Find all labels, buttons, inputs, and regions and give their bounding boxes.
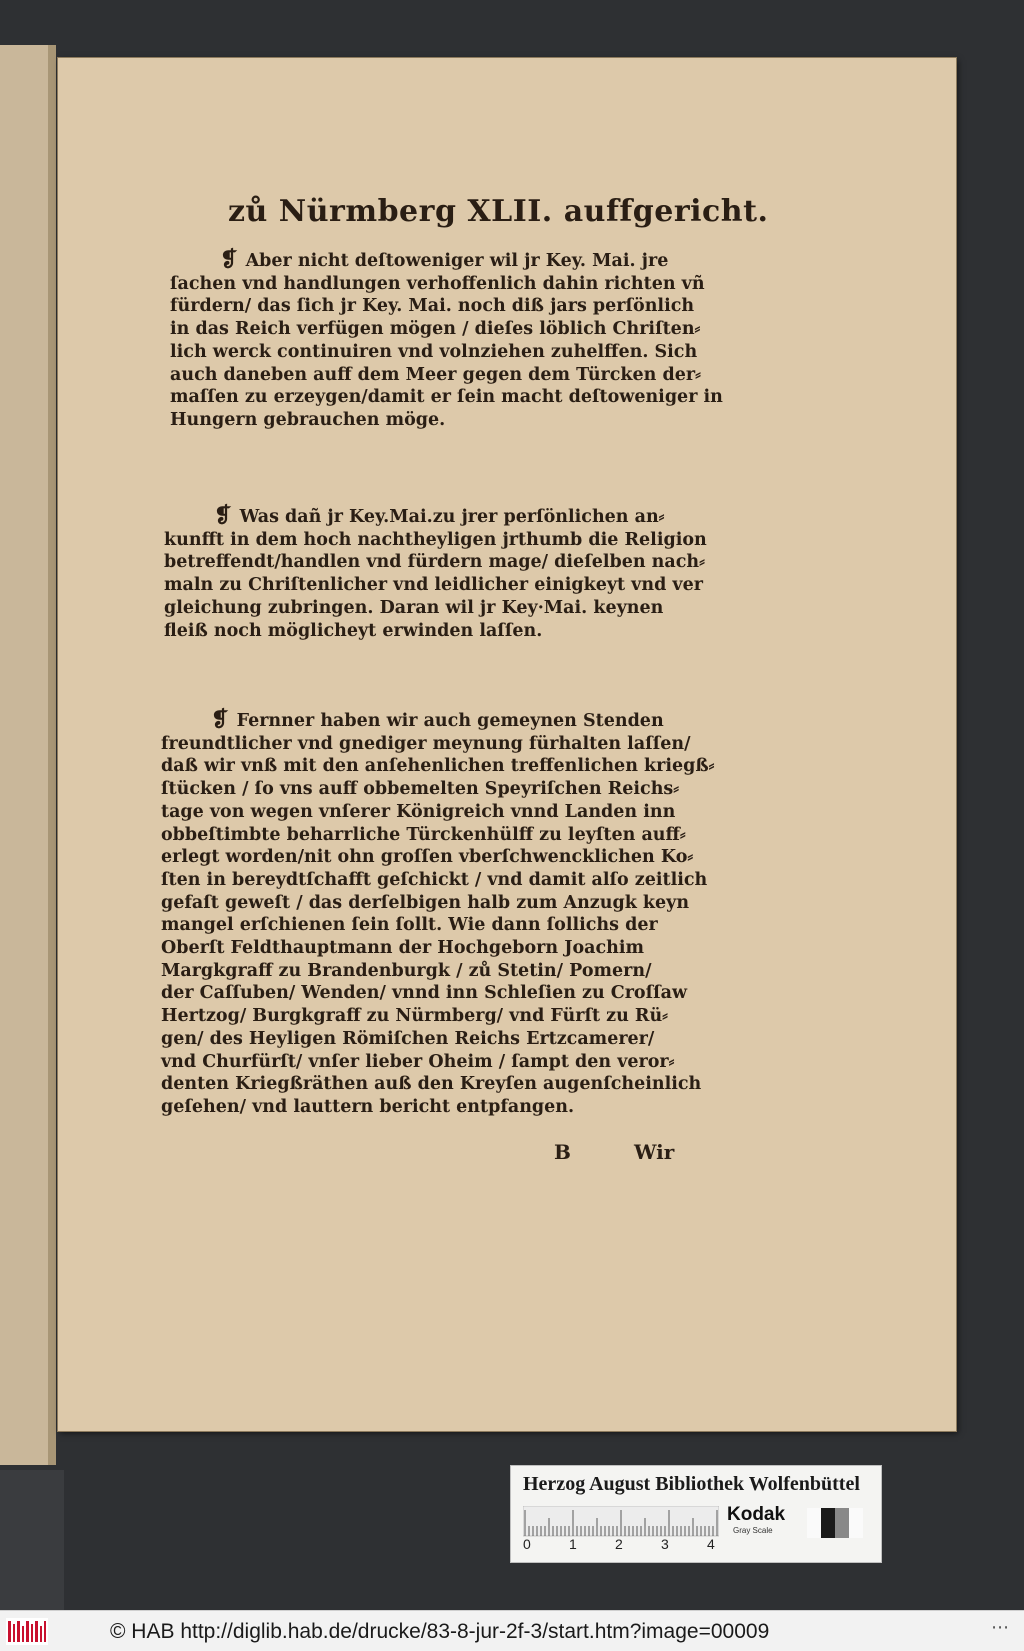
- status-bar: [0, 1610, 1024, 1651]
- text-line: [170, 386, 750, 409]
- hab-logo-icon[interactable]: [6, 1618, 48, 1645]
- paragraph-2: [164, 504, 752, 642]
- scale-number: 4: [707, 1536, 715, 1552]
- text-line: [161, 824, 753, 847]
- kodak-logo: Kodak: [727, 1504, 786, 1525]
- text-line-content: ſten in bereydtſchafft geſchickt / vnd damit alſo zeitlich: [161, 869, 708, 890]
- paragraph-3: [161, 708, 753, 1119]
- text-line: [161, 733, 753, 756]
- text-line: [164, 574, 752, 597]
- text-line: [161, 801, 753, 824]
- text-line: [170, 273, 750, 296]
- text-line-content: gen/ des Heyligen Römiſchen Reichs Ertzcamerer/: [161, 1028, 655, 1049]
- text-line: [161, 982, 753, 1005]
- text-line-content: betreffendt/handlen vnd fürdern mage/ dieſelben nach⸗: [164, 552, 705, 573]
- text-line: [170, 318, 750, 341]
- copyright-url[interactable]: © HAB http://diglib.hab.de/drucke/83-8-jur-2f-3/start.htm?image=00009: [110, 1620, 770, 1643]
- text-line-content: maſſen zu erzeygen/damit er ſein macht deſtoweniger in: [170, 387, 723, 408]
- text-line-content: Aber nicht deſtoweniger wil jr Key. Mai. jre: [245, 251, 669, 271]
- gray-scale-patches: [807, 1508, 863, 1538]
- text-line: [164, 504, 752, 529]
- text-line-content: gleichung zubringen. Daran wil jr Key·Mai. keynen: [164, 597, 664, 618]
- scale-number: 2: [615, 1536, 623, 1552]
- catchword: Wir: [634, 1140, 675, 1164]
- scanned-page: [58, 58, 956, 1431]
- color-calibration-target: [510, 1465, 882, 1563]
- text-line-content: tage von wegen vnſerer Königreich vnnd Landen inn: [161, 801, 676, 822]
- page-gutter: [48, 45, 56, 1465]
- text-line: [161, 1096, 753, 1119]
- text-line: [161, 755, 753, 778]
- text-line-content: vnd Churfürſt/ vnſer lieber Oheim / ſampt den veror⸗: [161, 1051, 675, 1072]
- text-line: [164, 529, 752, 552]
- signature-mark: B: [554, 1140, 571, 1164]
- text-line-content: obbeſtimbte beharrliche Türckenhülff zu leyſten auff⸗: [161, 824, 686, 845]
- gray-scale-label: Gray Scale: [733, 1526, 773, 1535]
- text-line: [161, 1073, 753, 1096]
- text-line-content: maln zu Chriſtenlicher vnd leidlicher einigkeyt vnd ver: [164, 575, 703, 596]
- text-line: [161, 1028, 753, 1051]
- text-line-content: Was dañ jr Key.Mai.zu jrer perſönlichen an⸗: [239, 507, 665, 527]
- text-line-content: gefaſt geweſt / das derſelbigen halb zum Anzugk keyn: [161, 892, 690, 913]
- text-line: [170, 364, 750, 387]
- running-header: zů Nürmberg XLII. auffgericht.: [228, 194, 769, 229]
- paragraph-mark-icon: ❡: [211, 706, 229, 731]
- text-line-content: daß wir vnß mit den anſehenlichen treffenlichen kriegß⸗: [161, 756, 715, 777]
- text-line-content: lich werck continuiren vnd volnziehen zuhelffen. Sich: [170, 341, 698, 362]
- text-line: [170, 295, 750, 318]
- text-line-content: in das Reich verfügen mögen / dieſes löblich Chriſten⸗: [170, 319, 701, 340]
- text-line: [164, 597, 752, 620]
- text-line-content: geſehen/ vnd lauttern bericht entpfangen.: [161, 1096, 575, 1117]
- text-line-content: Oberſt Feldthauptmann der Hochgeborn Joachim: [161, 938, 645, 959]
- text-line: [161, 869, 753, 892]
- text-line-content: Margkgraff zu Brandenburgk / zů Stetin/ Pomern/: [161, 960, 652, 981]
- text-line: [161, 1005, 753, 1028]
- text-line-content: Hertzog/ Burgkgraff zu Nürmberg/ vnd Fürſt zu Rü⸗: [161, 1006, 669, 1027]
- text-line-content: fleiß noch möglicheyt erwinden laſſen.: [164, 620, 543, 641]
- text-line: [161, 1051, 753, 1074]
- text-line: [161, 960, 753, 983]
- scale-number: 1: [569, 1536, 577, 1552]
- more-menu-icon[interactable]: ⋯: [991, 1617, 1010, 1638]
- text-line: [161, 937, 753, 960]
- text-line: [161, 846, 753, 869]
- text-line: [170, 248, 750, 273]
- scale-number: 0: [523, 1536, 531, 1552]
- text-line-content: der Caſſuben/ Wenden/ vnnd inn Schleſien zu Croſſaw: [161, 983, 688, 1004]
- paragraph-mark-icon: ❡: [220, 246, 238, 271]
- paragraph-mark-icon: ❡: [214, 502, 232, 527]
- text-line-content: fürdern/ das ſich jr Key. Mai. noch diß jars perſönlich: [170, 296, 695, 317]
- text-line: [161, 892, 753, 915]
- text-line: [161, 708, 753, 733]
- text-line: [164, 620, 752, 643]
- binding-shadow: [0, 1470, 64, 1610]
- text-line-content: freundtlicher vnd gnediger meynung fürhalten laſſen/: [161, 733, 691, 754]
- text-line-content: denten Kriegßräthen auß den Kreyſen augenſcheinlich: [161, 1074, 702, 1095]
- text-line: [170, 341, 750, 364]
- text-line-content: kunfft in dem hoch nachtheyligen jrthumb die Religion: [164, 529, 707, 550]
- text-line: [161, 914, 753, 937]
- ruler-scale: [523, 1506, 719, 1538]
- text-line-content: ſachen vnd handlungen verhoffenlich dahin richten vñ: [170, 273, 705, 294]
- text-line: [161, 778, 753, 801]
- text-line-content: auch daneben auff dem Meer gegen dem Türcken der⸗: [170, 364, 701, 385]
- text-line: [164, 551, 752, 574]
- text-line-content: Hungern gebrauchen möge.: [170, 409, 446, 430]
- text-line-content: ſtücken / ſo vns auff obbemelten Speyriſchen Reichs⸗: [161, 779, 680, 800]
- paragraph-1: [170, 248, 750, 432]
- text-line-content: Fernner haben wir auch gemeynen Stenden: [236, 711, 664, 731]
- text-line-content: mangel erſchienen ſein ſollt. Wie dann ſollichs der: [161, 915, 658, 936]
- text-line-content: erlegt worden/nit ohn groſſen vberſchwencklichen Ko⸗: [161, 847, 694, 868]
- text-line: [170, 409, 750, 432]
- scale-number: 3: [661, 1536, 669, 1552]
- library-name: Herzog August Bibliothek Wolfenbüttel: [523, 1473, 860, 1495]
